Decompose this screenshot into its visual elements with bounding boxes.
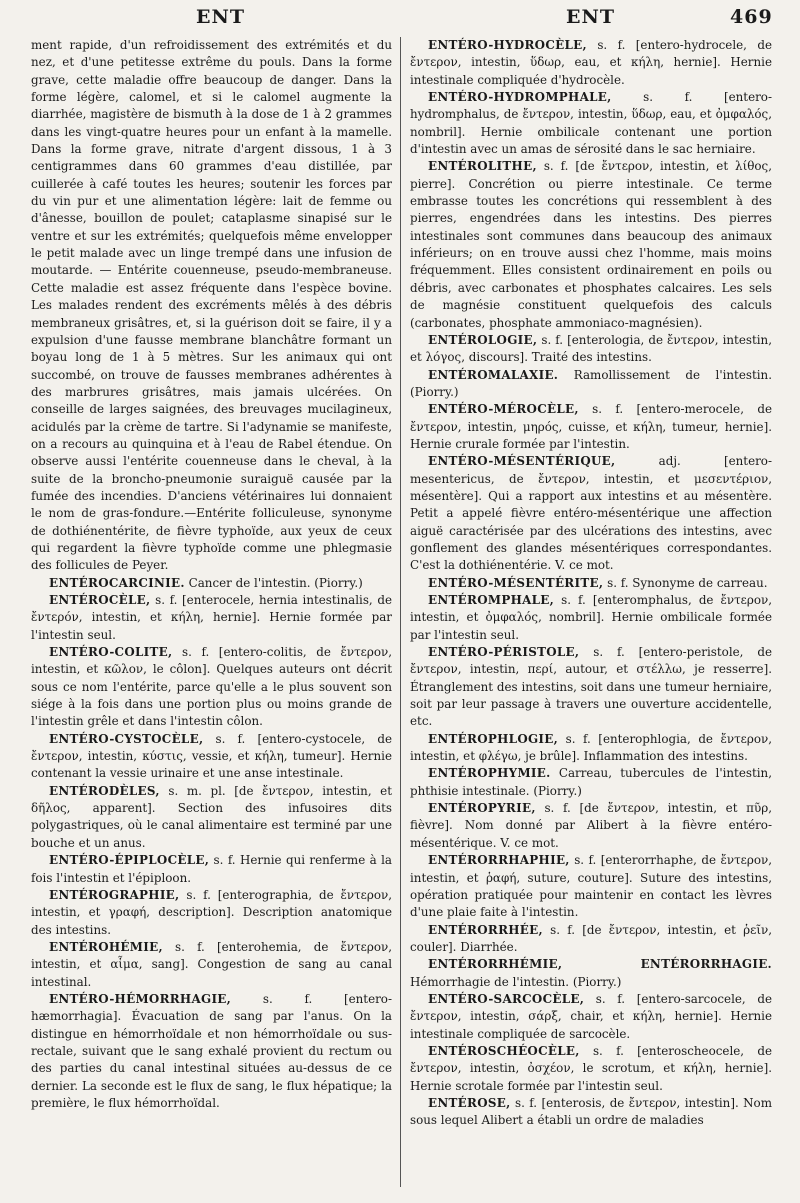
dictionary-entry [31,852,392,887]
entry-headword: ENTÉROLOGIE, [428,332,538,347]
entry-headword: ENTÉROPHLOGIE, [428,731,559,746]
entry-headword: ENTÉRO-COLITE, [49,645,173,660]
entry-definition: s. f. [entero-sarcocele, de ἔντερον, intestin, σάρξ, chair, et κήλη, hernie]. Hernie intestinale compliquée de sarcocèle. [410,991,772,1041]
entry-definition: s. f. [enteromphalus, de ἔντερον, intestin, et ὀμφαλός, nombril]. Hernie ombilicale formée par l'intestin seul. [410,593,772,642]
dictionary-entry [410,89,772,158]
left-column [31,37,392,1112]
entry-headword: ENTÉROSCHÉOCÈLE, [428,1043,580,1058]
dictionary-entry [410,991,772,1043]
entry-definition: s. f. [de ἔντερον, intestin, et λίθος, pierre]. Concrétion ou pierre intestinale. Ce terme embrasse toutes les concrétions qui ressemblent à des pierres, engendrées dans les intestins. Des pierres intestinales sont communes dans beaucoup des animaux inférieurs; on en trouve aussi chez l'homme, mais moins fréquemment. Elles consistent ordinairement en poils ou débris, avec carbonates et phosphates calcaires. Les sels de magnésie constituent quelquefois des calculs (carbonates, phosphate ammoniaco-magnésien). [410,159,772,330]
dictionary-entry [31,939,392,991]
entry-headword: ENTÉRO-MÉSENTÉRITE, [428,575,604,590]
entry-definition: s. f. [enterophlogia, de ἔντερον, intestin, et φλέγω, je brûle]. Inflammation des intestins. [410,731,772,764]
entry-headword: ENTÉROMALAXIE. [428,367,559,382]
entry-definition: s. f. [de ἔντερον, intestin, et πῦρ, fièvre]. Nom donné par Alibert à la fièvre entéro-mésentérique. V. ce mot. [410,801,772,850]
entry-headword: ENTÉRO-SARCOCÈLE, [428,991,585,1006]
dictionary-entry [410,453,772,574]
dictionary-entry [410,731,772,766]
entry-definition: s. f. [de ἔντερον, intestin, et ῥεῖν, couler]. Diarrhée. [410,922,772,954]
dictionary-entry [410,852,772,921]
entry-headword: ENTÉRO-HYDROMPHALE, [428,90,612,105]
entry-headword: ENTÉRO-ÉPIPLOCÈLE, [49,853,210,868]
entry-definition: s. f. [enterosis, de ἔντερον, intestin]. Nom sous lequel Alibert a établi un ordre de maladies [410,1095,772,1128]
entry-definition: s. f. [entero-cystocele, de ἔντερον, intestin, κύστις, vessie, et κήλη, tumeur]. Hernie contenant la vessie urinaire et une anse intestinale. [31,731,392,781]
dictionary-entry [410,1095,772,1130]
entry-definition: Hémorrhagie de l'intestin. (Piorry.) [410,974,622,989]
dictionary-entry [410,37,772,89]
entry-definition: s. f. [enterohemia, de ἔντερον, intestin, et αἷμα, sang]. Congestion de sang au canal intestinal. [31,939,392,989]
dictionary-entry [410,800,772,852]
dictionary-entry [31,783,392,852]
entry-headword: ENTÉROSE, [428,1095,511,1110]
entry-definition: s. f. [entero-hæmorrhagia]. Évacuation de sang par l'anus. On la distingue en hémorrhoïdale et non hémorrhoïdale ou sus-rectale, suivant que le sang exhalé provient du rectum ou des parties du canal intestinal situées au-dessus de ce dernier. La seconde est le flux de sang, le flux hépatique; la première, le flux hémorrhoïdal. [31,991,392,1110]
entry-headword: ENTÉROHÉMIE, [49,939,163,954]
entry-definition: s. f. [enterocele, hernia intestinalis, de ἔντερόν, intestin, et κήλη, hernie]. Hernie formée par l'intestin seul. [31,593,392,642]
dictionary-entry [31,887,392,939]
dictionary-entry [410,401,772,453]
column-divider [400,37,401,1187]
entry-definition: s. f. [entero-peristole, de ἔντερον, intestin, περί, autour, et στέλλω, je resserre]. Étranglement des intestins, soit dans une tumeur herniaire, soit par leur passage à travers une ouverture accidentelle, etc. [410,645,772,729]
entry-definition: adj. [entero-mesentericus, de ἔντερον, intestin, et μεσεντέριον, mésentère]. Qui a rapport aux intestins et au mésentère. Petit a appelé fièvre entéro-mésentérique une affection aiguë caractérisée par des ulcérations des intestins, avec gonflement des glandes mésentériques correspondantes. C'est la dothiénentérie. V. ce mot. [410,454,772,573]
dictionary-entry [31,592,392,644]
entry-headword: ENTÉRO-PÉRISTOLE, [428,645,580,660]
entry-definition: Cancer de l'intestin. (Piorry.) [184,575,363,590]
entry-definition: s. f. Hernie qui renferme à la fois l'intestin et l'épiploon. [31,853,392,885]
dictionary-entry [410,575,772,592]
entry-headword: ENTÉRO-CYSTOCÈLE, [49,731,204,746]
page-number: 469 [730,6,773,28]
right-column [410,37,772,1130]
dictionary-entry [410,332,772,367]
entry-headword: ENTÉRORRHÉMIE, ENTÉRORRHAGIE. [428,957,772,972]
dictionary-entry [410,765,772,800]
dictionary-entry [410,367,772,402]
entry-headword: ENTÉROPYRIE, [428,801,536,816]
entry-definition: Ramollissement de l'intestin. (Piorry.) [410,367,772,399]
running-head-center: ENT [566,6,615,28]
entry-headword: ENTÉRO-MÉROCÈLE, [428,402,579,417]
entry-headword: ENTÉRORRHÉE, [428,922,543,937]
dictionary-entry [31,37,392,575]
entry-headword: ENTÉRO-MÉSENTÉRIQUE, [428,454,616,469]
dictionary-entry [410,956,772,991]
entry-headword: ENTÉROPHYMIE. [428,766,551,781]
entry-definition: s. f. [entero-colitis, de ἔντερον, intestin, et κῶλον, le côlon]. Quelques auteurs ont décrit sous ce nom l'entérite, parce qu'elle a le plus souvent son siége à la fois dans une portion plus ou moins grande de l'intestin grêle et dans l'intestin côlon. [31,645,392,729]
dictionary-entry [410,644,772,731]
entry-definition: s. f. [enteroscheocele, de ἔντερον, intestin, ὀσχέον, le scrotum, et κήλη, hernie]. Hernie scrotale formée par l'intestin seul. [410,1043,772,1093]
dictionary-entry [31,731,392,783]
dictionary-entry [410,158,772,331]
entry-headword: ENTÉROMPHALE, [428,593,555,607]
running-head-left: ENT [196,6,245,28]
entry-headword: ENTÉROCÈLE, [49,593,151,607]
dictionary-entry [31,644,392,731]
entry-headword: ENTÉROLITHE, [428,159,537,174]
entry-definition: s. f. [entero-merocele, de ἔντερον, intestin, μηρός, cuisse, et κήλη, tumeur, hernie]. Hernie crurale formée par l'intestin. [410,402,772,451]
entry-headword: ENTÉROCARCINIE. [49,575,185,590]
entry-definition: Carreau, tubercules de l'intestin, phthisie intestinale. (Piorry.) [410,766,772,798]
entry-definition: s. f. [entero-hydromphalus, de ἔντερον, intestin, ὕδωρ, eau, et ὀμφαλός, nombril]. Hernie ombilicale contenant une portion d'intestin avec un amas de sérosité dans le sac herniaire. [410,90,772,157]
entry-headword: ENTÉRO-HYDROCÈLE, [428,38,587,52]
entry-definition: s. f. [enterologia, de ἔντερον, intestin, et λόγος, discours]. Traité des intestins. [410,332,772,365]
dictionary-entry [410,1043,772,1095]
dictionary-entry [410,592,772,644]
dictionary-entry [31,575,392,592]
entry-definition: s. f. Synonyme de carreau. [603,575,768,590]
entry-definition: ment rapide, d'un refroidissement des extrémités et du nez, et d'une petitesse extrême du pouls. Dans la forme grave, cette maladie offre beaucoup de danger. Dans la forme légère, calomel, et si le calomel augmente la diarrhée, magistère de bismuth à la dose de 1 à 2 grammes dans les vingt-quatre heures pour un enfant à la mamelle. Dans la forme grave, nitrate d'argent dissous, 1 à 3 centigrammes dans 60 grammes d'eau distillée, par cuillerée à café toutes les heures; soutenir les forces par du vin pur et une alimentation légère: lait de femme ou d'ânesse, bouillon de poulet; cataplasme sinapisé sur le ventre et sur les extrémités; quelquefois même envelopper le petit malade avec un linge trempé dans une infusion de moutarde. — Entérite couenneuse, pseudo-membraneuse. Cette maladie est assez fréquente dans l'espèce bovine. Les malades rendent des excréments mêlés à des débris membraneux grisâtres, et, si la guérison doit se faire, il y a expulsion d'une fausse membrane blanchâtre formant un boyau long de 1 à 5 mètres. Sur les animaux qui ont succombé, on trouve de fausses membranes adhérentes à des marbrures grisâtres, mais jamais ulcérées. On conseille de larges saignées, des breuvages mucilagineux, acidulés par la crème de tartre. Si l'adynamie se manifeste, on a recours au quinquina et à l'eau de Rabel étendue. On observe aussi l'entérite couenneuse dans le cheval, à la suite de la broncho-pneumonie suraiguë causée par la fumée des incendies. D'anciens vétérinaires lui donnaient le nom de gras-fondure.—Entérite folliculeuse, synonyme de dothiénentérite, de fièvre typhoïde, aux yeux de ceux qui regardent la fièvre typhoïde comme une phlegmasie des follicules de Peyer. [31,38,392,573]
entry-headword: ENTÉRO-HÉMORRHAGIE, [49,991,232,1006]
dictionary-entry [410,922,772,957]
entry-definition: s. f. [entero-hydrocele, de ἔντερον, intestin, ὕδωρ, eau, et κήλη, hernie]. Hernie intestinale compliquée d'hydrocèle. [410,38,772,87]
dictionary-entry [31,991,392,1112]
entry-headword: ENTÉROGRAPHIE, [49,887,180,902]
entry-headword: ENTÉRORRHAPHIE, [428,853,570,868]
entry-headword: ENTÉRODÈLES, [49,783,160,798]
entry-definition: s. f. [enterorrhaphe, de ἔντερον, intestin, et ῥαφή, suture, couture]. Suture des intestins, opération pratiquée pour maintenir en contact les lèvres d'une plaie faite à l'intestin. [410,853,772,920]
entry-definition: s. f. [enterographia, de ἔντερον, intestin, et γραφή, description]. Description anatomique des intestins. [31,887,392,937]
entry-definition: s. m. pl. [de ἔντερον, intestin, et δῆλος, apparent]. Section des infusoires dits polygastriques, où le canal alimentaire est terminé par une bouche et un anus. [31,783,392,850]
